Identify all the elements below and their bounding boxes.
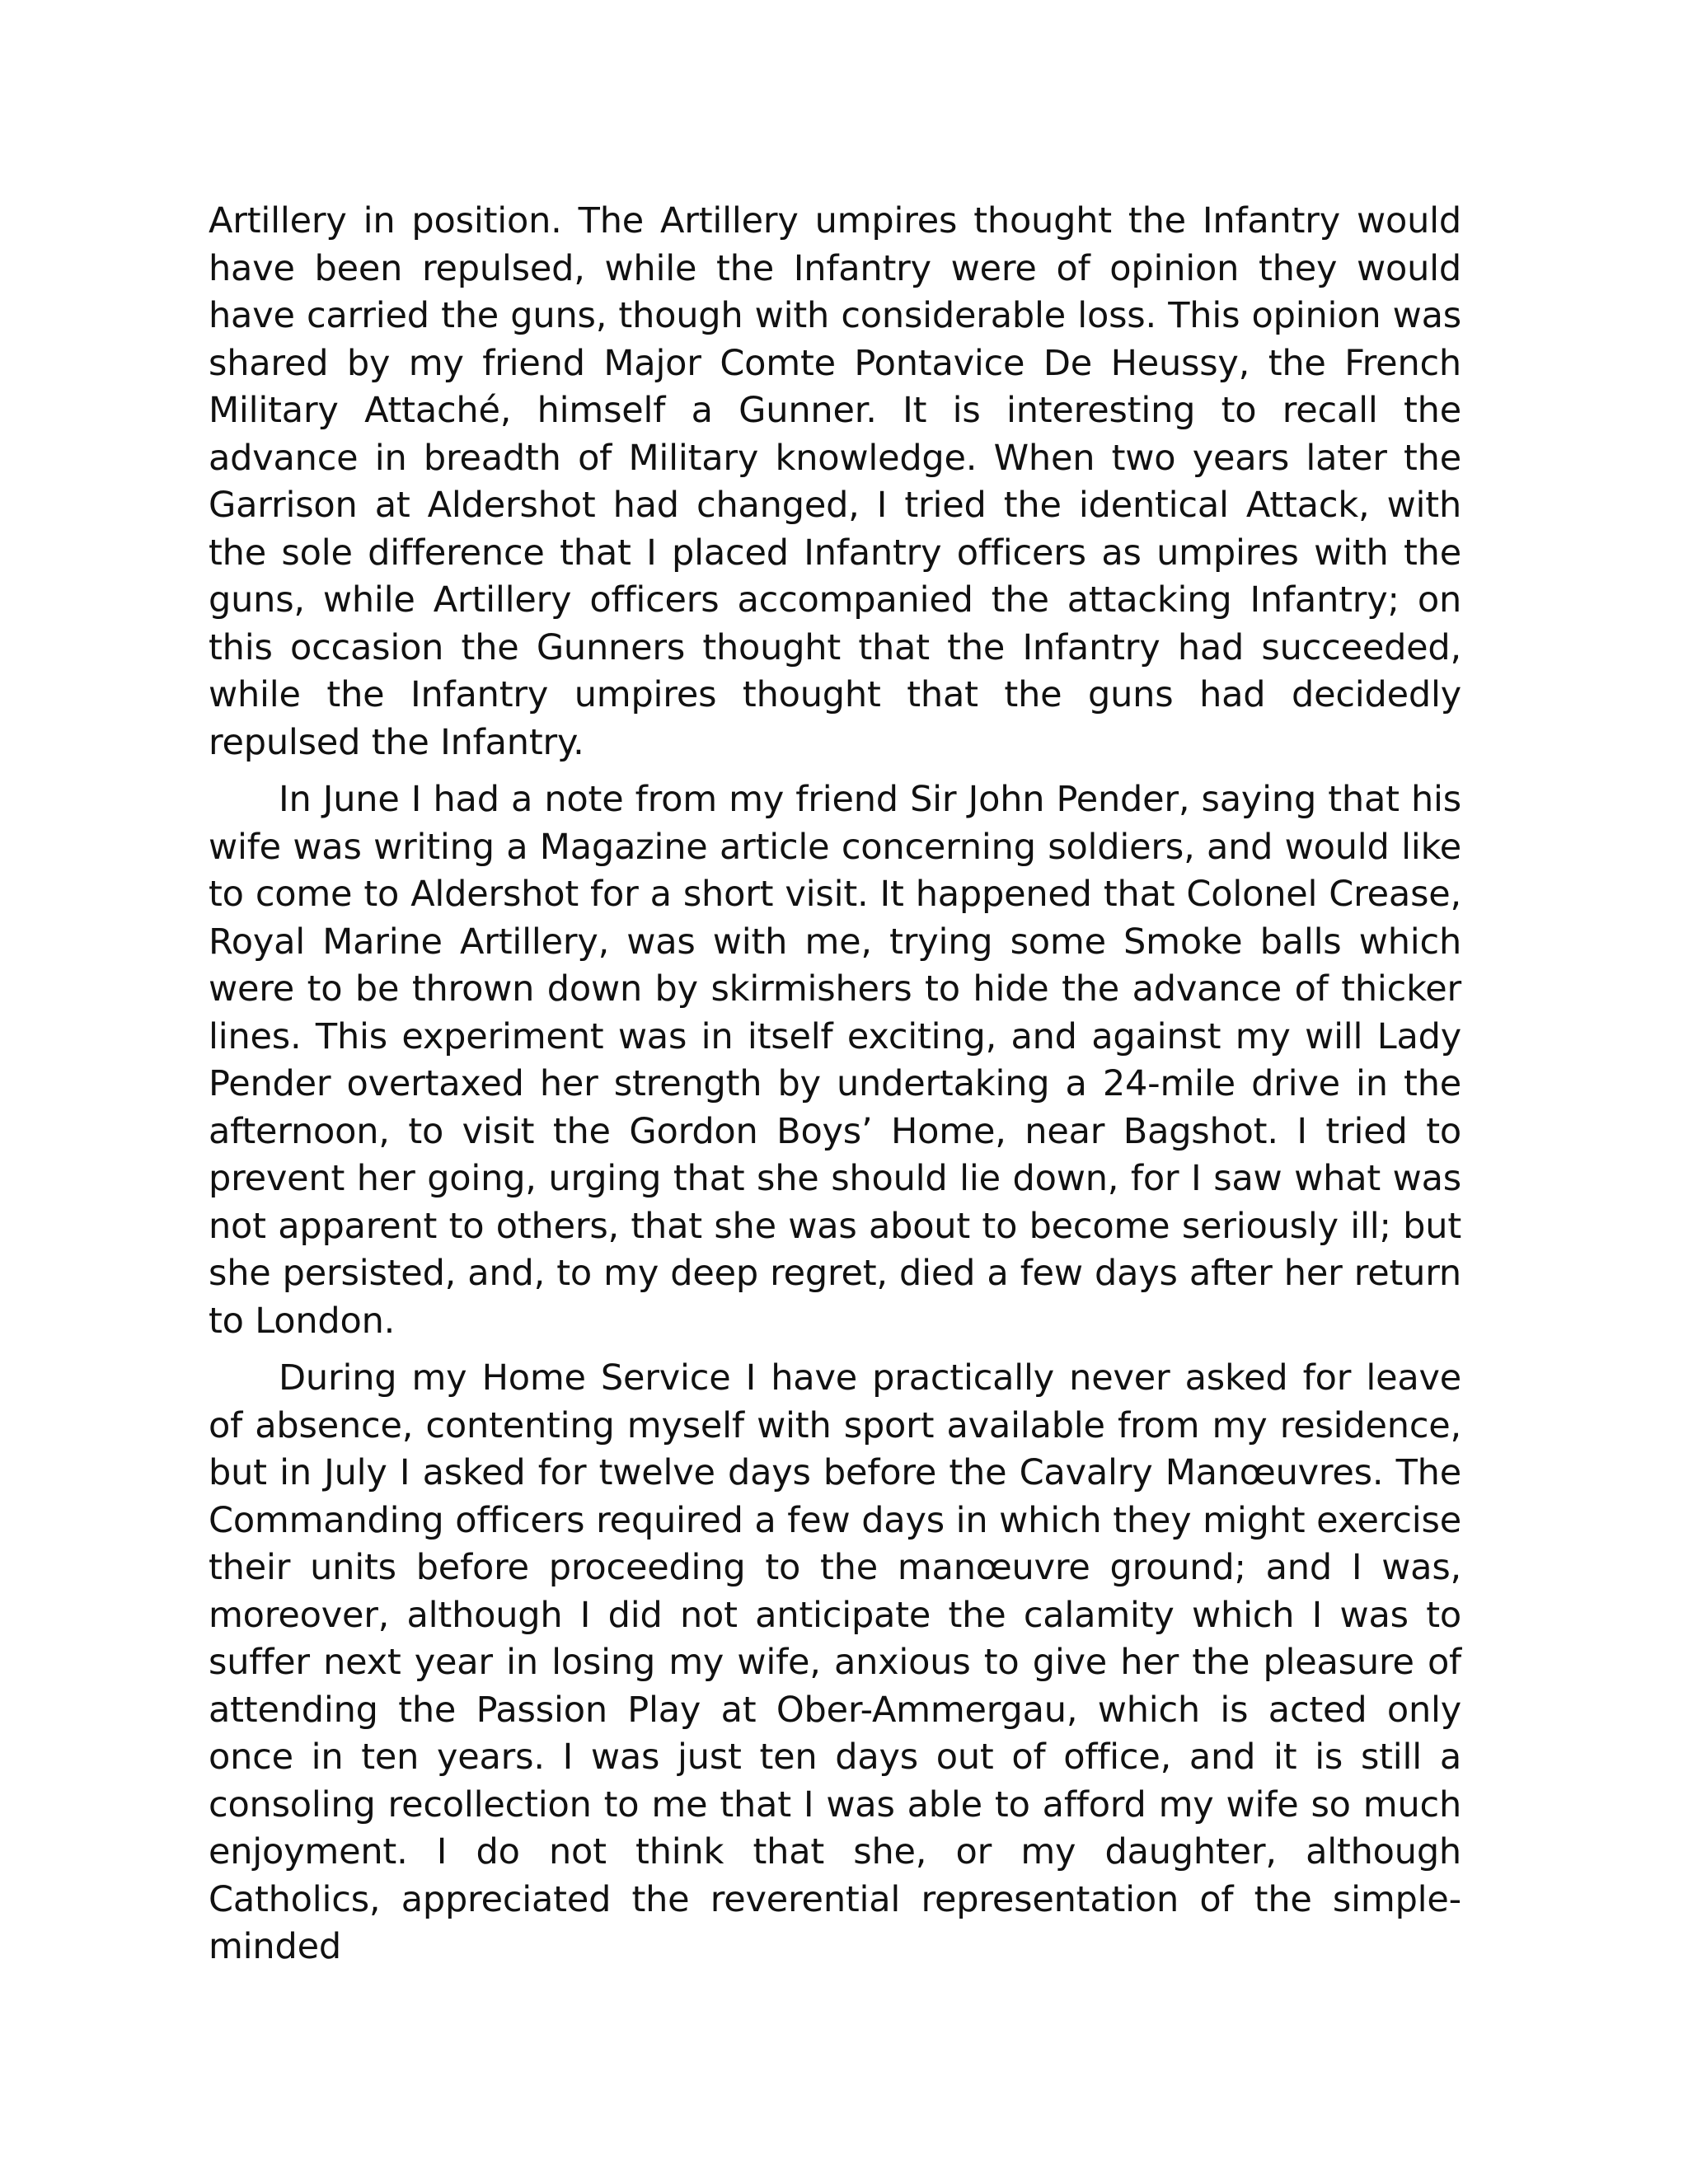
paragraph-2: In June I had a note from my friend Sir John Pender, saying that his wife was writing a Magazine article concerning soldiers, and would like to come to Aldershot for a short visit. It happened that Colonel Crease, Royal Marine Artillery, was with me, trying some Smoke balls which were to be thrown down by skirmishers to hide the advance of thicker lines. This experiment was in itself exciting, and against my will Lady Pender overtaxed her strength by undertaking a 24-mile drive in the afternoon, to visit the Gordon Boys’ Home, near Bagshot. I tried to prevent her going, urging that she should lie down, for I saw what was not apparent to others, that she was about to become seriously ill; but she persisted, and, to my deep regret, died a few days after her return to London. (209, 779, 1461, 1342)
body-text (209, 198, 1461, 1971)
paragraph-1: Artillery in position. The Artillery umpires thought the Infantry would have been repulsed, while the Infantry were of opinion they would have carried the guns, though with considerable loss. This opinion was shared by my friend Major Comte Pontavice De Heussy, the French Military Attaché, himself a Gunner. It is interesting to recall the advance in breadth of Military knowledge. When two years later the Garrison at Aldershot had changed, I tried the identical Attack, with the sole difference that I placed Infantry officers as umpires with the guns, while Artillery officers accompanied the attacking Infantry; on this occasion the Gunners thought that the Infantry had succeeded, while the Infantry umpires thought that the guns had decidedly repulsed the Infantry. (209, 200, 1461, 763)
paragraph-3: During my Home Service I have practically never asked for leave of absence, contenting myself with sport available from my residence, but in July I asked for twelve days before the Cavalry Manœuvres. The Commanding officers required a few days in which they might exercise their units before proceeding to the manœuvre ground; and I was, moreover, although I did not anticipate the calamity which I was to suffer next year in losing my wife, anxious to give her the pleasure of attending the Passion Play at Ober-Ammergau, which is acted only once in ten years. I was just ten days out of office, and it is still a consoling recollection to me that I was able to afford my wife so much enjoyment. I do not think that she, or my daughter, although Catholics, appreciated the reverential representation of the simple-minded (209, 1357, 1461, 1967)
